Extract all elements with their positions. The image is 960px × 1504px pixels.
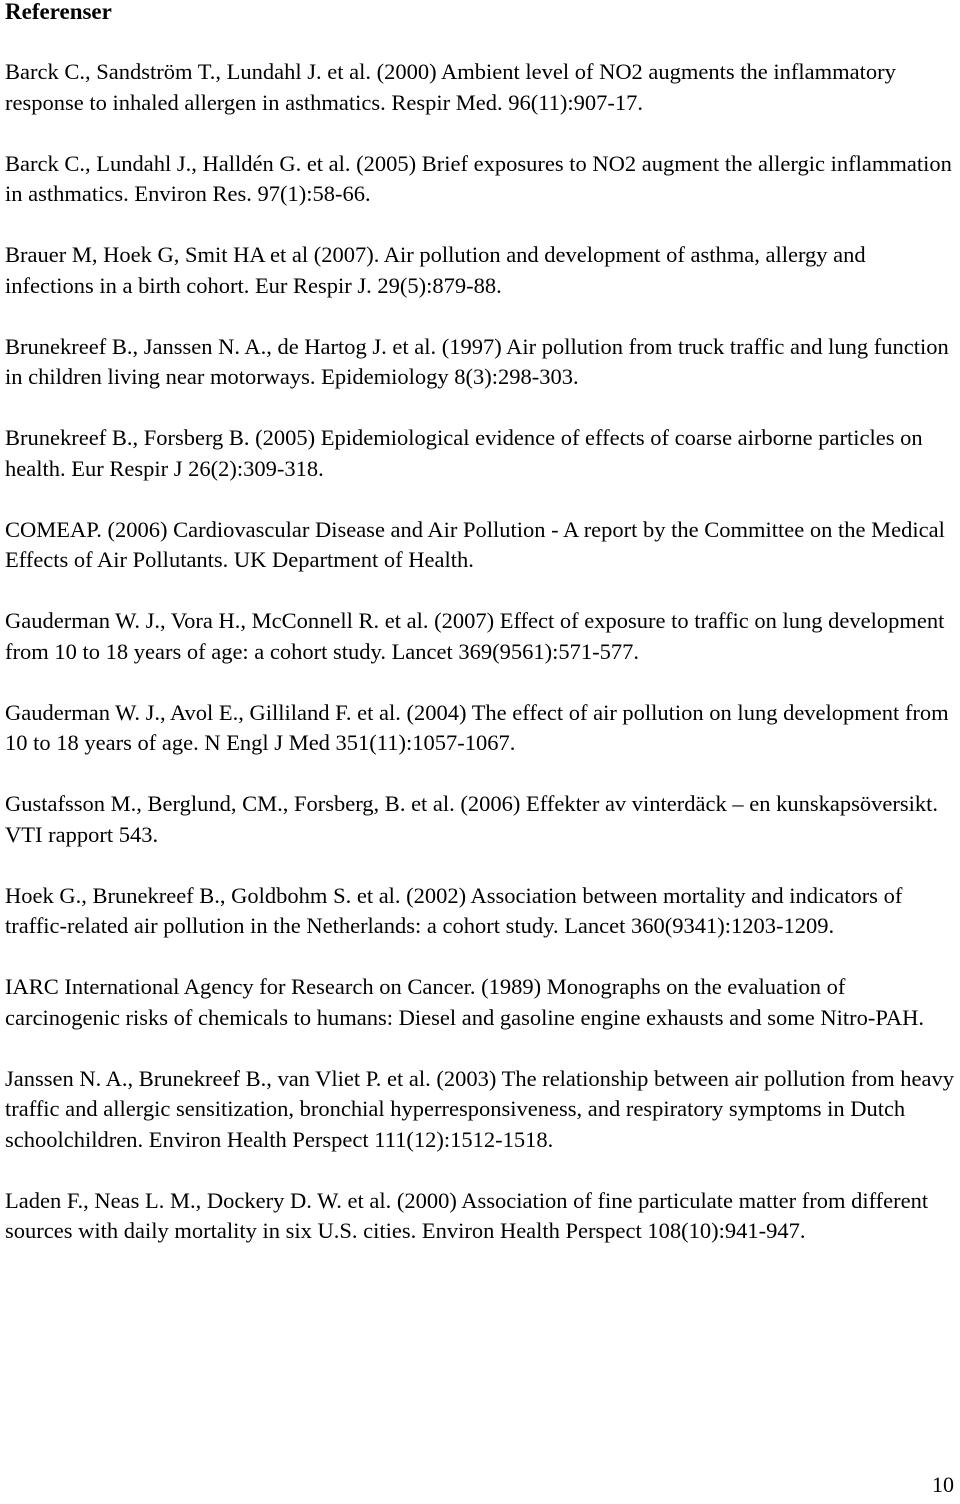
reference-item: Brauer M, Hoek G, Smit HA et al (2007). Air pollution and development of asthma, allergy and infections in a birth cohort. Eur Respir J. 29(5):879-88. <box>5 242 866 298</box>
reference-item: Gauderman W. J., Vora H., McConnell R. et al. (2007) Effect of exposure to traffic on lung development from 10 to 18 years of age: a cohort study. Lancet 369(9561):571-577. <box>5 608 945 664</box>
reference-list <box>5 57 955 1247</box>
reference-item: Barck C., Sandström T., Lundahl J. et al. (2000) Ambient level of NO2 augments the inflammatory response to inhaled allergen in asthmatics. Respir Med. 96(11):907-17. <box>5 59 896 115</box>
reference-item: Laden F., Neas L. M., Dockery D. W. et al. (2000) Association of fine particulate matter from different sources with daily mortality in six U.S. cities. Environ Health Perspect 108(10):941-947. <box>5 1187 929 1243</box>
document-page <box>5 0 955 1277</box>
page-number: 10 <box>932 1472 954 1497</box>
reference-item: COMEAP. (2006) Cardiovascular Disease and Air Pollution - A report by the Committee on the Medical Effects of Air Pollutants. UK Department of Health. <box>5 516 945 572</box>
reference-item: Barck C., Lundahl J., Halldén G. et al. (2005) Brief exposures to NO2 augment the allergic inflammation in asthmatics. Environ Res. 97(1):58-66. <box>5 150 952 206</box>
page-heading: Referenser <box>5 0 112 24</box>
reference-item: Gustafsson M., Berglund, CM., Forsberg, B. et al. (2006) Effekter av vinterdäck – en kunskapsöversikt. VTI rapport 543. <box>5 791 938 847</box>
reference-item: Brunekreef B., Forsberg B. (2005) Epidemiological evidence of effects of coarse airborne particles on health. Eur Respir J 26(2):309-318. <box>5 425 923 481</box>
reference-item: Hoek G., Brunekreef B., Goldbohm S. et al. (2002) Association between mortality and indicators of traffic-related air pollution in the Netherlands: a cohort study. Lancet 360(9341):1203-1209. <box>5 882 903 938</box>
reference-item: Gauderman W. J., Avol E., Gilliland F. et al. (2004) The effect of air pollution on lung development from 10 to 18 years of age. N Engl J Med 351(11):1057-1067. <box>5 699 949 755</box>
reference-item: Brunekreef B., Janssen N. A., de Hartog J. et al. (1997) Air pollution from truck traffic and lung function in children living near motorways. Epidemiology 8(3):298-303. <box>5 333 949 389</box>
reference-item: IARC International Agency for Research on Cancer. (1989) Monographs on the evaluation of carcinogenic risks of chemicals to humans: Diesel and gasoline engine exhausts and some Nitro-PAH. <box>5 974 924 1030</box>
reference-item: Janssen N. A., Brunekreef B., van Vliet P. et al. (2003) The relationship between air pollution from heavy traffic and allergic sensitization, bronchial hyperresponsiveness, and respiratory symptoms in Dutch schoolchildren. Environ Health Perspect 111(12):1512-1518. <box>5 1065 954 1152</box>
